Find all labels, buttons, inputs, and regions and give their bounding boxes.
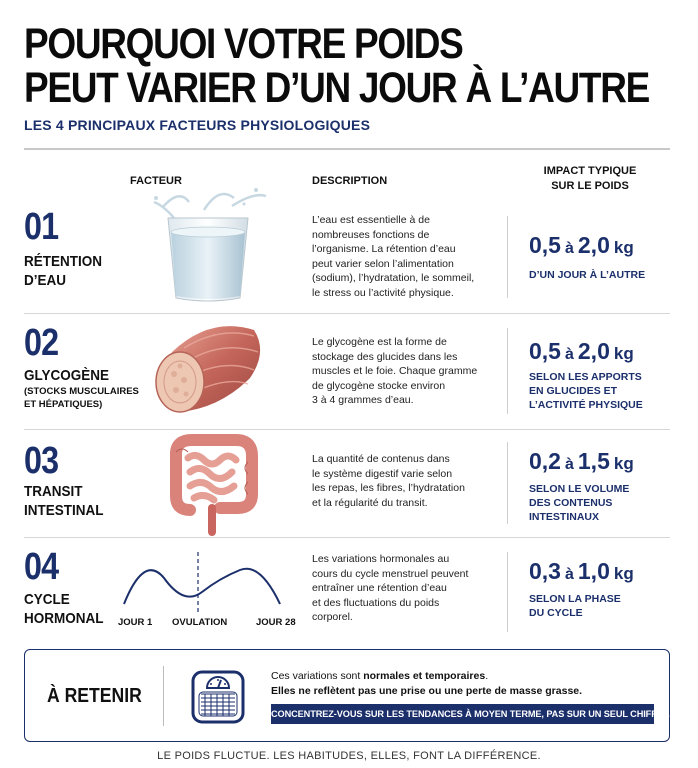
impact-unit: kg <box>613 344 634 363</box>
column-header-factor: FACTEUR <box>130 175 182 187</box>
impact-sep: à <box>564 566 574 583</box>
impact-max: 2,0 <box>577 232 610 258</box>
impact-unit: kg <box>613 454 634 473</box>
retenir-line-1-bold: normales et temporaires <box>363 670 486 682</box>
impact-note <box>529 592 621 620</box>
description-line: muscles et le foie. Chaque gramme <box>312 365 478 378</box>
impact-note-line: DES CONTENUS <box>529 497 613 509</box>
cycle-label-ovulation: OVULATION <box>172 617 228 628</box>
description-line: et la régularité du transit. <box>312 496 428 509</box>
impact-sep: à <box>564 456 574 473</box>
factor-name-line: INTESTINAL <box>24 502 104 519</box>
description-line: l’organisme. La rétention d’eau <box>312 243 456 256</box>
impact-note-line: L’ACTIVITÉ PHYSIQUE <box>529 399 643 411</box>
description-line: L’eau est essentielle à de <box>312 214 430 226</box>
cycle-label-end: JOUR 28 <box>256 617 296 628</box>
description-line: le système digestif varie selon <box>312 467 453 480</box>
title-line-1: POURQUOI VOTRE POIDS <box>24 20 463 68</box>
factor-row-4 <box>24 538 670 640</box>
title-line-2: PEUT VARIER D’UN JOUR À L’AUTRE <box>24 64 650 112</box>
factor-name <box>24 482 104 520</box>
impact-header-line-1: IMPACT TYPIQUE <box>543 165 637 177</box>
description-line: le stress ou l’activité physique. <box>312 286 454 299</box>
retenir-line-1-prefix: Ces variations sont <box>271 670 364 682</box>
intestine-icon <box>162 432 262 536</box>
factor-row-1 <box>24 200 670 312</box>
impact-note <box>529 482 629 524</box>
column-divider <box>507 216 508 298</box>
description-line: Le glycogène est la forme de <box>312 336 447 348</box>
retenir-line-2: Elles ne reflètent pas une prise ou une perte de masse grasse. <box>271 685 583 697</box>
impact-sep: à <box>564 240 574 257</box>
muscle-icon <box>150 322 268 420</box>
factor-number: 02 <box>24 322 59 364</box>
retenir-banner: CONCENTREZ-VOUS SUR LES TENDANCES À MOYEN TERME, PAS SUR UN SEUL CHIFFRE. <box>271 704 654 724</box>
factor-name <box>24 590 103 628</box>
description-line: cours du cycle menstruel peuvent <box>312 567 469 580</box>
impact-min: 0,5 <box>529 338 561 364</box>
description-line: nombreuses fonctions de <box>312 228 430 241</box>
retenir-line-1-suffix: . <box>485 670 489 682</box>
description-line: Les variations hormonales au <box>312 553 450 565</box>
factor-name <box>24 366 109 385</box>
bathroom-scale-icon <box>191 670 245 724</box>
factor-name-line: D’EAU <box>24 272 67 289</box>
retenir-line-1 <box>271 670 488 682</box>
impact-range <box>529 448 634 475</box>
factor-subtitle <box>24 385 139 411</box>
impact-min: 0,3 <box>529 558 561 584</box>
description-line: de glycogène stocke environ <box>312 379 446 392</box>
factor-number: 04 <box>24 546 59 588</box>
factor-description <box>312 552 502 625</box>
factor-name-line: GLYCOGÈNE <box>24 367 110 384</box>
factor-name-line: RÉTENTION <box>24 253 103 270</box>
description-line: stockage des glucides dans les <box>312 350 458 363</box>
factor-number: 03 <box>24 440 59 482</box>
page-title <box>24 20 650 112</box>
impact-min: 0,2 <box>529 448 561 474</box>
impact-range <box>529 558 634 585</box>
footer-tagline: LE POIDS FLUCTUE. LES HABITUDES, ELLES, FONT LA DIFFÉRENCE. <box>157 750 541 762</box>
column-divider <box>507 328 508 414</box>
water-glass-icon <box>144 188 274 306</box>
factor-name-line: HORMONAL <box>24 610 104 627</box>
impact-note-line: D’UN JOUR À L’AUTRE <box>529 269 646 281</box>
impact-note <box>529 268 645 282</box>
page-subtitle: LES 4 PRINCIPAUX FACTEURS PHYSIOLOGIQUES <box>24 117 371 133</box>
factor-subtitle-line: (STOCKS MUSCULAIRES <box>24 386 139 397</box>
factor-name-line: CYCLE <box>24 591 70 608</box>
factor-description <box>312 335 502 408</box>
impact-min: 0,5 <box>529 232 561 258</box>
impact-sep: à <box>564 346 574 363</box>
retenir-divider <box>163 666 164 726</box>
factor-row-2 <box>24 314 670 428</box>
factor-description <box>312 452 502 510</box>
impact-range <box>529 338 634 365</box>
retenir-box <box>24 649 670 742</box>
impact-note-line: INTESTINAUX <box>529 511 600 523</box>
header-divider <box>24 148 670 150</box>
impact-note-line: DU CYCLE <box>529 607 583 619</box>
factor-name <box>24 252 102 290</box>
column-divider <box>507 552 508 632</box>
impact-max: 1,5 <box>577 448 610 474</box>
description-line: 3 à 4 grammes d’eau. <box>312 394 414 407</box>
description-line: entraîner une rétention d’eau <box>312 582 447 595</box>
impact-unit: kg <box>613 238 634 257</box>
cycle-label-start: JOUR 1 <box>118 617 153 628</box>
description-line: peut varier selon l’alimentation <box>312 257 454 270</box>
impact-note-line: SELON LE VOLUME <box>529 483 630 495</box>
factor-number: 01 <box>24 206 59 248</box>
impact-header-line-2: SUR LE POIDS <box>551 180 629 192</box>
impact-note-line: EN GLUCIDES ET <box>529 385 618 397</box>
impact-range <box>529 232 634 259</box>
impact-note <box>529 370 643 412</box>
impact-max: 1,0 <box>577 558 610 584</box>
description-line: les repas, les fibres, l’hydratation <box>312 482 465 495</box>
column-divider <box>507 442 508 524</box>
impact-max: 2,0 <box>577 338 610 364</box>
description-line: corporel. <box>312 611 353 624</box>
hormonal-cycle-wave-icon <box>122 552 282 614</box>
column-header-impact <box>520 164 660 194</box>
column-header-description: DESCRIPTION <box>312 175 388 187</box>
factor-name-line: TRANSIT <box>24 483 83 500</box>
retenir-title: À RETENIR <box>47 685 142 707</box>
factor-description <box>312 213 502 301</box>
factor-row-3 <box>24 430 670 536</box>
impact-unit: kg <box>613 564 634 583</box>
factor-subtitle-line: ET HÉPATIQUES) <box>24 399 103 410</box>
impact-note-line: SELON LES APPORTS <box>529 371 642 383</box>
description-line: (sodium), l’hydratation, le sommeil, <box>312 272 475 285</box>
description-line: et des fluctuations du poids <box>312 596 440 609</box>
impact-note-line: SELON LA PHASE <box>529 593 621 605</box>
description-line: La quantité de contenus dans <box>312 453 450 465</box>
